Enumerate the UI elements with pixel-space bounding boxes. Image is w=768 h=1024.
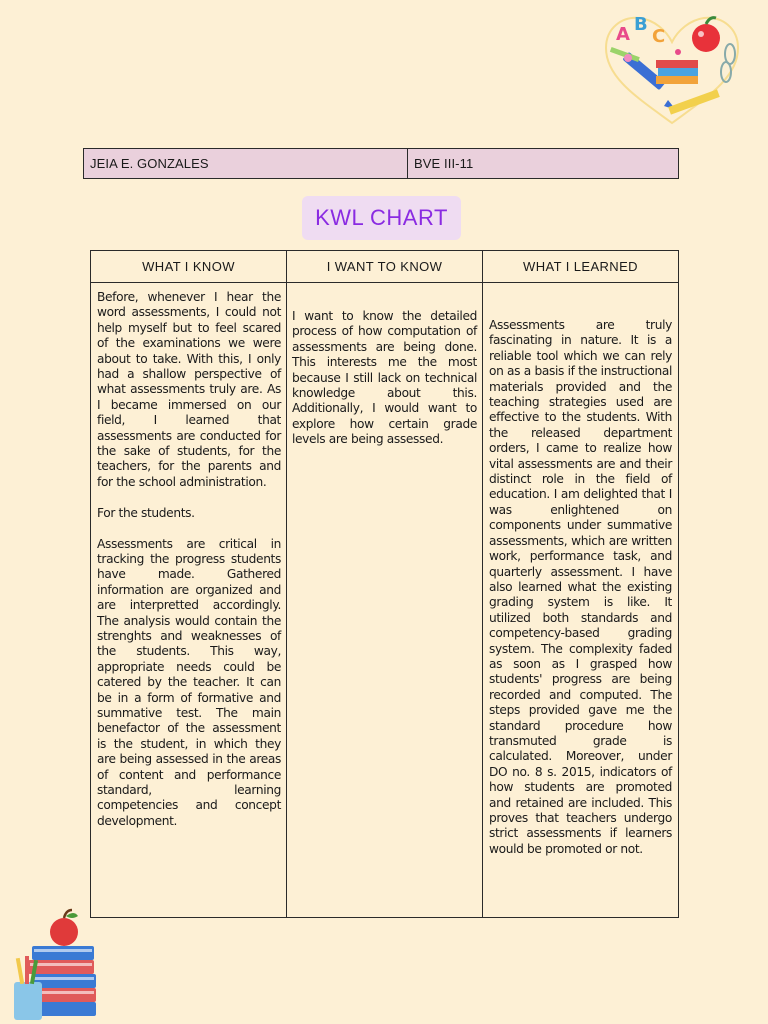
cell-learned: [483, 283, 678, 917]
learned-text: Assessments are truly fascinating in nature. It is a reliable tool which we can rely on as a basis if the instructional materials provided and the teaching strategies used are effective to the students. With the released department orders, I came to realize how vital assessments are and their distinct role in the field of education. I am delighted that I was enlightened on components under summative assessments, which are written work, performance task, and quarterly assessment. I have also learned what the existing grading system is like. It utilized both standards and competency-based grading system. The complexity faded as soon as I grasped how students' progress are being recorded and computed. The steps provided gave me the standard procedure how transmuted grade is calculated. Moreover, under DO no. 8 s. 2015, indicators of how students are promoted and retained are included. This proves that teachers undergo strict assessments if learners would be promoted or not.: [489, 318, 672, 856]
kwl-header-row: [91, 251, 678, 283]
column-header-know: WHAT I KNOW: [91, 251, 287, 282]
column-header-want: I WANT TO KNOW: [287, 251, 483, 282]
svg-text:A: A: [616, 24, 630, 45]
know-text: Before, whenever I hear the word assessments, I could not help myself but to feel scared of the examinations we were about to take. With this, I only had a shallow perspective of what assessments truly are. As I became immersed on our field, I learned that assessments are conducted for the sake of students, for the teachers, for the parents and for the school administration. For the students. Assessments are critical in tracking the progress students have made. Gathered information are organized and are interpretted accordingly. The analysis would contain the strenghts and weaknesses of the students. This way, appropriate needs could be catered by the teacher. It can be in a form of formative and summative test. The main benefactor of the assessment is the student, in which they are being assessed in the areas of content and performance standard, learning competencies and concept development.: [97, 290, 281, 828]
student-name: JEIA E. GONZALES: [84, 149, 408, 178]
cell-want: [287, 283, 483, 917]
page-title: KWL CHART: [302, 196, 461, 240]
cell-know: [91, 283, 287, 917]
kwl-body-row: [91, 283, 678, 917]
student-section: BVE III-11: [414, 156, 474, 171]
books-apple-icon: [8, 906, 104, 1024]
student-info-table: [83, 148, 679, 179]
school-supplies-heart-icon: [598, 8, 746, 128]
column-header-learned: WHAT I LEARNED: [523, 259, 638, 274]
svg-text:B: B: [634, 14, 648, 35]
svg-text:C: C: [652, 26, 666, 47]
kwl-table: [90, 250, 679, 918]
want-text: I want to know the detailed process of how computation of assessments are being done. This interests me the most because I still lack on technical knowledge about this. Additionally, I would want to explore how certain grade levels are being assessed.: [292, 309, 477, 447]
